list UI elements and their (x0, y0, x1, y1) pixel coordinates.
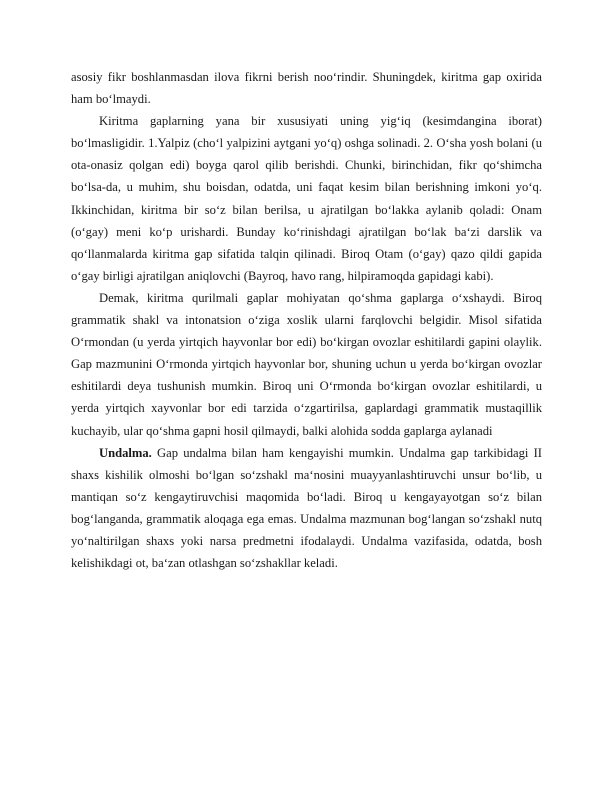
paragraph-4 (71, 442, 542, 575)
paragraph-2 (71, 110, 542, 287)
paragraph-3-text: Demak, kiritma qurilmali gaplar mohiyatan qo‘shma gaplarga o‘xshaydi. Biroq grammatik shakl va intonatsion o‘ziga xoslik ularni farqlovchi belgidir. Misol sifatida O‘rmondan (u yerda yirtqich hayvonlar bor edi) bo‘kirgan ovozlar eshitilardi gapini olaylik. Gap mazmunini O‘rmonda yirtqich hayvonlar bor, shuning uchun u yerda bo‘kirgan ovozlar eshitilardi deya tushunish mumkin. Biroq uni O‘rmonda bo‘kirgan ovozlar eshitilardi, u yerda yirtqich xayvonlar bor edi tarzida o‘zgartirilsa, gaplardagi grammatik mustaqillik kuchayib, ular qo‘shma gapni hosil qilmaydi, balki alohida sodda gaplarga aylanadi (71, 290, 542, 438)
paragraph-4-lead-term: Undalma. (99, 445, 152, 460)
paragraph-1-text: asosiy fikr boshlanmasdan ilova fikrni berish noo‘rindir. Shuningdek, kiritma gap oxirida ham bo‘lmaydi. (71, 70, 542, 107)
paragraph-2-text: Kiritma gaplarning yana bir xususiyati uning yig‘iq (kesimdangina iborat) bo‘lmasligidir. 1.Yalpiz (cho‘l yalpizini aytgani yo‘q) oshga solinadi. 2. O‘sha yosh bolani (u ota-onasiz qolgan edi) boyga qarol qilib berishdi. Chunki, birinchidan, fikr qo‘shimcha bo‘lsa-da, u muhim, shu boisdan, odatda, uni faqat kesim bilan berishning imkoni yo‘q. Ikkinchidan, kiritma bir so‘z bilan berilsa, u ajratilgan bo‘lakka aylanib qoladi: Onam (o‘gay) meni ko‘p urishardi. Bunday ko‘rinishdagi ajratilgan bo‘lak ba‘zi darslik va qo‘llanmalarda kiritma gap sifatida talqin qilinadi. Biroq Otam (o‘gay) qazo qildi gapida o‘gay birligi ajratilgan aniqlovchi (Bayroq, havo rang, hilpiramoqda gapidagi kabi). (71, 114, 542, 283)
document-body (71, 66, 542, 574)
paragraph-4-text: Gap undalma bilan ham kengayishi mumkin. Undalma gap tarkibidagi II shaxs kishilik olmoshi bo‘lgan so‘zshakl ma‘nosini muayyanlashtiruvchi unsur bo‘lib, u mantiqan so‘z kengaytiruvchisi maqomida bo‘ladi. Biroq u kengayayotgan so‘z bilan bog‘langanda, grammatik aloqaga ega emas. Undalma mazmunan bog‘langan so‘zshakl nutq yo‘naltirilgan shaxs yoki narsa predmetni ifodalaydi. Undalma vazifasida, odatda, bosh kelishikdagi ot, ba‘zan otlashgan so‘zshakllar keladi. (71, 445, 542, 571)
paragraph-3 (71, 287, 542, 442)
paragraph-1 (71, 66, 542, 110)
